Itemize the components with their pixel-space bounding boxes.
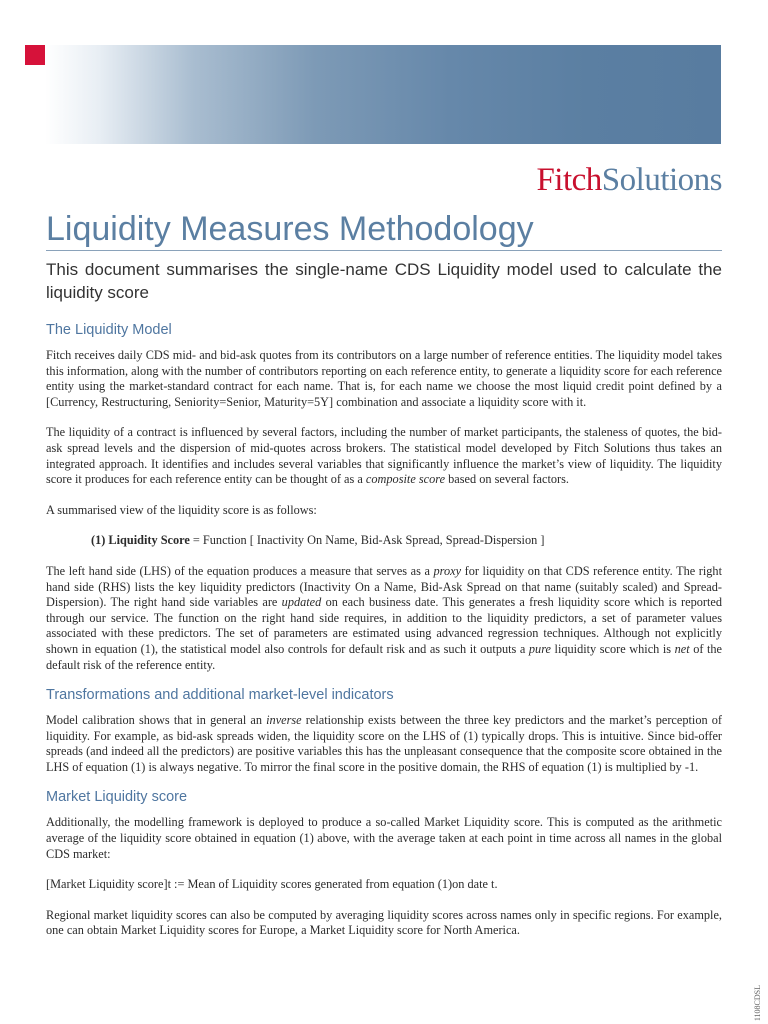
section-heading-liquidity-model: The Liquidity Model [46, 322, 172, 338]
document-code: 1108CDSL [753, 985, 762, 1022]
document-body [46, 320, 722, 939]
paragraph: Model calibration shows that in general an inverse relationship exists between the three key predictors and the market’s perception of liquidity. For example, as bid-ask spreads widen, the liquidity score on the LHS of (1) typically drops. This is intuitive. Since bid-offer spreads (and indeed all the predictors) are positive variables this has the unpleasant consequence that the composite score obtained in the LHS of equation (1) is always negative. To mirror the final score in the positive domain, the RHS of equation (1) is multiplied by -1. [46, 713, 722, 774]
paragraph: Fitch receives daily CDS mid- and bid-ask quotes from its contributors on a large number of reference entities. The liquidity model takes this information, along with the number of contributors reporting on each reference entity, to generate a liquidity score for each reference entity using the market-standard contract for each name. That is, for each name we choose the most liquid credit point defined by a [Currency, Restructuring, Seniority=Senior, Maturity=5Y] combination and associate a liquidity score with it. [46, 348, 722, 409]
section-heading-transformations: Transformations and additional market-level indicators [46, 687, 394, 704]
logo-solutions: Solutions [601, 162, 722, 198]
document-subtitle: This document summarises the single-name CDS Liquidity model used to calculate the liquidity score [46, 260, 722, 302]
equation-1: (1) Liquidity Score = Function [ Inactivity On Name, Bid-Ask Spread, Spread-Dispersion ] [91, 533, 545, 548]
document-title: Liquidity Measures Methodology [46, 210, 534, 248]
red-accent-square [25, 45, 45, 65]
fitch-solutions-logo [536, 164, 722, 197]
paragraph: Regional market liquidity scores can also be computed by averaging liquidity scores across names only in specific regions. For example, one can obtain Market Liquidity scores for Europe, a Market Liquidity score for North America. [46, 907, 722, 938]
paragraph: A summarised view of the liquidity score is as follows: [46, 502, 317, 517]
paragraph: [Market Liquidity score]t := Mean of Liquidity scores generated from equation (1)on date t. [46, 877, 498, 892]
paragraph: Additionally, the modelling framework is deployed to produce a so-called Market Liquidity score. This is computed as the arithmetic average of the liquidity score obtained in equation (1) above, with the average taken at each point in time across all names in the global CDS market: [46, 815, 722, 861]
header-banner [45, 45, 721, 144]
paragraph: The liquidity of a contract is influenced by several factors, including the number of market participants, the staleness of quotes, the bid-ask spread levels and the dispersion of mid-quotes across brokers. The statistical model developed by Fitch Solutions thus takes an integrated approach. It identifies and includes several variables that significantly influence the market’s view of liquidity. The liquidity score it produces for each reference entity can be thought of as a composite score based on several factors. [46, 425, 722, 487]
title-divider [46, 250, 722, 251]
logo-fitch: Fitch [536, 162, 602, 198]
paragraph: The left hand side (LHS) of the equation produces a measure that serves as a proxy for liquidity on that CDS reference entity. The right hand side (RHS) lists the key liquidity predictors (Inactivity On a Name, Bid-Ask Spread on that name (suitably scaled) and Spread-Dispersion). The right hand side variables are updated on each business date. This generates a fresh liquidity score which is reported through our service. The function on the right hand side requires, in addition to the liquidity predictors, a set of parameter values associated with these predictors. The set of parameters are estimated using advanced regression techniques. Although not explicitly shown in equation (1), the statistical model also controls for default risk and as such it outputs a pure liquidity score which is net of the default risk of the reference entity. [46, 563, 723, 672]
section-heading-market-liquidity: Market Liquidity score [46, 789, 188, 806]
